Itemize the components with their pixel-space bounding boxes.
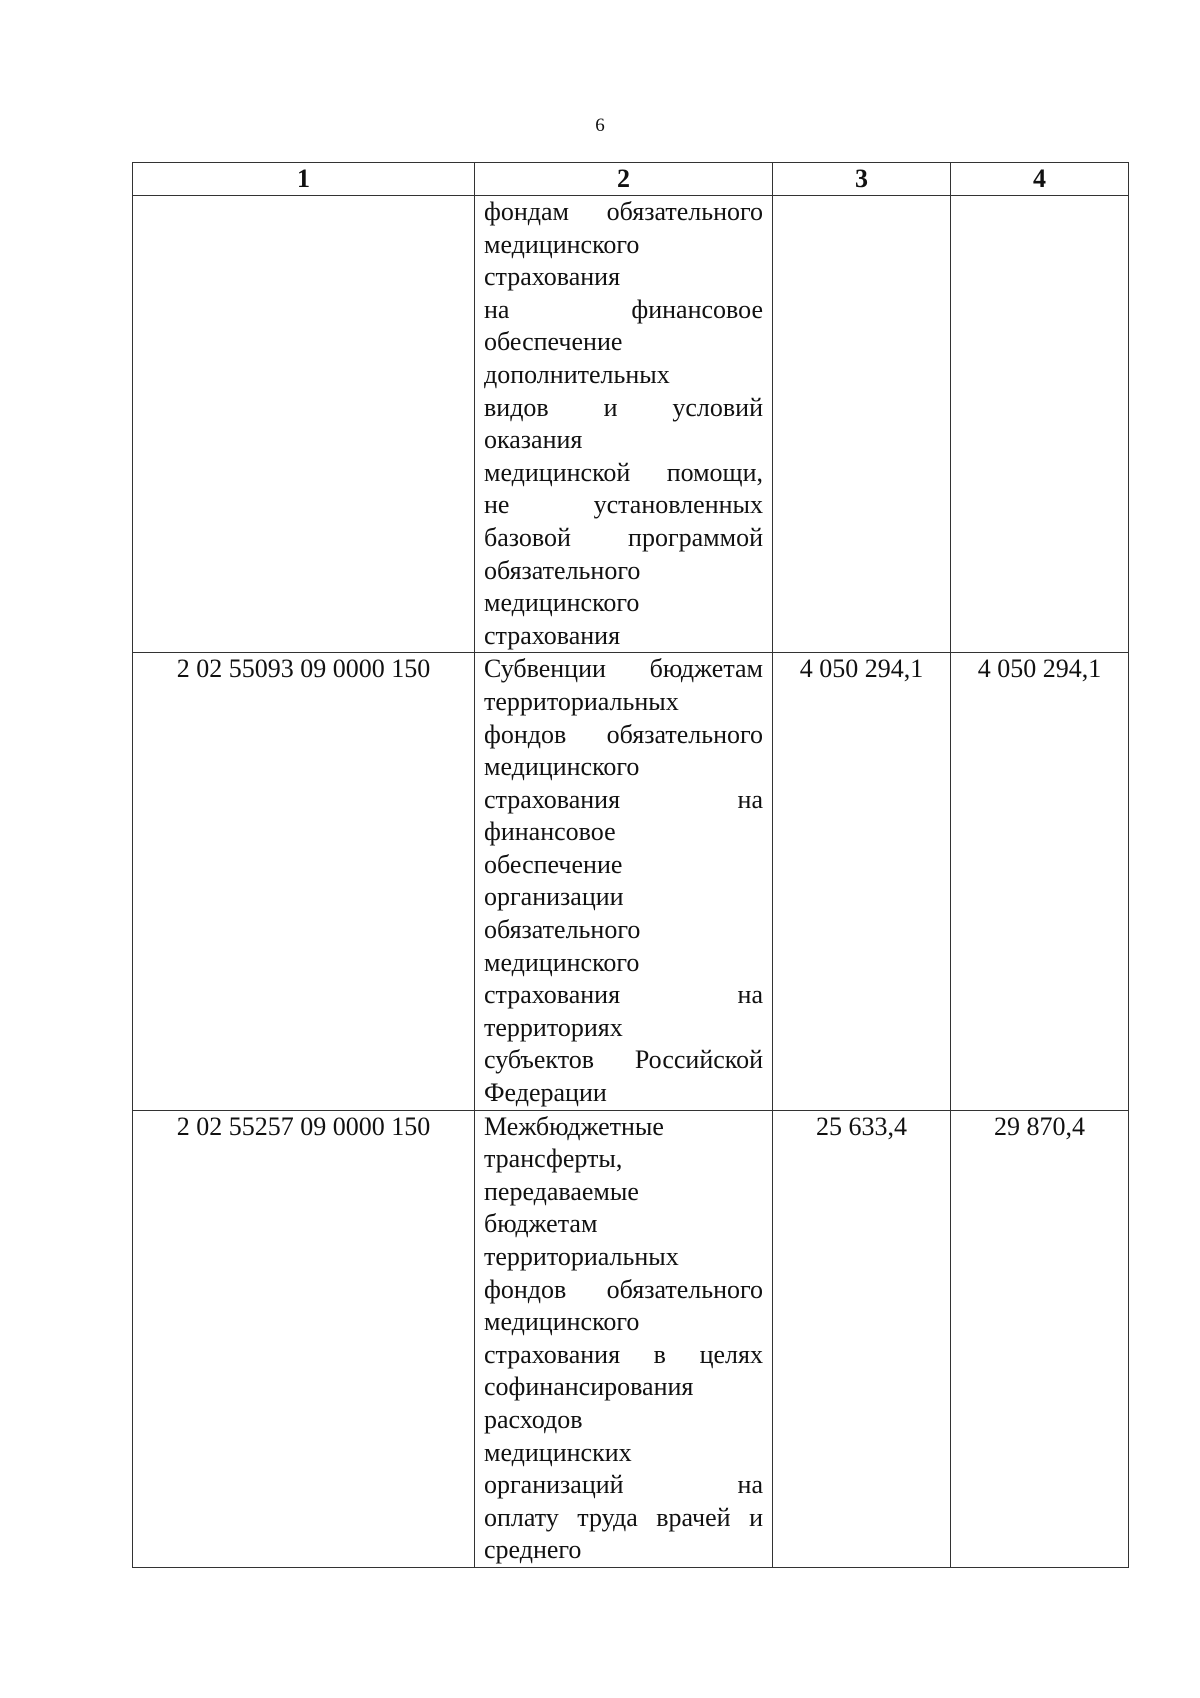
page-number: 6 [595,115,605,136]
description-line: трансферты, [484,1144,623,1174]
description-line: фондам обязательного [484,197,763,226]
description-line: бюджетам [484,1209,598,1239]
table-row [133,196,1129,653]
description-cell [475,1110,773,1567]
table-body [133,196,1129,1568]
amount-column-4-cell [951,196,1129,653]
description-line: финансовое [484,817,616,847]
description-line: видов и условий [484,392,763,422]
description-line: медицинской помощи, [484,457,763,487]
table-row [133,1110,1129,1567]
table-row [133,653,1129,1110]
description-line: фондов обязательного [484,719,763,749]
budget-code-cell [133,196,475,653]
description-line: обязательного [484,915,641,945]
amount-column-4-cell: 4 050 294,1 [951,653,1129,1110]
description-line: организаций на [484,1470,763,1500]
description-line: страхования на [484,980,763,1010]
budget-code-cell: 2 02 55257 09 0000 150 [133,1110,475,1567]
description-line: территориальных [484,686,679,716]
description-line: медицинского [484,752,640,782]
description-line: не установленных [484,490,763,520]
description-line: дополнительных [484,359,670,389]
description-line: обеспечение [484,849,623,879]
description-line: обязательного [484,555,641,585]
description-line: территориях [484,1012,623,1042]
description-line: софинансирования [484,1372,694,1402]
description-line: страхования в целях [484,1339,763,1369]
description-line: субъектов Российской [484,1045,763,1075]
column-header-3: 3 [773,163,951,196]
description-line: оказания [484,425,583,455]
column-header-1: 1 [133,163,475,196]
description-line: страхования [484,620,621,650]
budget-code-cell: 2 02 55093 09 0000 150 [133,653,475,1110]
description-line: передаваемые [484,1176,639,1206]
description-cell [475,196,773,653]
description-line: страхования на [484,784,763,814]
description-line: Федерации [484,1078,607,1108]
description-line: территориальных [484,1242,679,1271]
description-line: фондов обязательного [484,1274,763,1304]
amount-column-4-cell: 29 870,4 [951,1110,1129,1567]
description-line: медицинского [484,588,640,618]
description-line: оплату труда врачей и [484,1502,763,1532]
budget-table [132,162,1129,1568]
amount-column-3-cell: 25 633,4 [773,1110,951,1567]
table-header-row [133,163,1129,196]
description-line: расходов [484,1404,583,1434]
description-line: обеспечение [484,327,623,357]
description-line: Субвенции бюджетам [484,654,763,684]
column-header-2: 2 [475,163,773,196]
description-line: Межбюджетные [484,1111,664,1141]
description-line: базовой программой [484,522,763,552]
description-line: страхования [484,262,621,292]
description-line: медицинского [484,229,640,259]
column-header-4: 4 [951,163,1129,196]
amount-column-3-cell: 4 050 294,1 [773,653,951,1110]
description-line: среднего [484,1535,582,1565]
description-line: организации [484,882,624,912]
description-line: медицинских [484,1437,632,1467]
amount-column-3-cell [773,196,951,653]
description-line: на финансовое [484,294,763,324]
description-cell [475,653,773,1110]
description-line: медицинского [484,1307,640,1337]
description-line: медицинского [484,947,640,977]
